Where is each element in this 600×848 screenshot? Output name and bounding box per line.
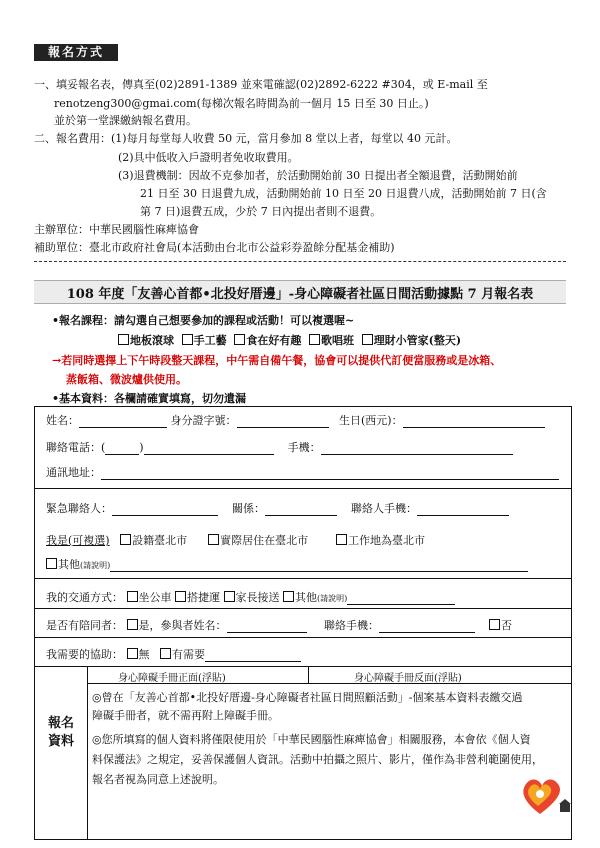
- basic-info-prompt: •基本資料：各欄請確實填寫，切勿遺漏: [52, 392, 247, 405]
- note-line-1: ◎曾在「友善心首都•北投好厝邊-身心障礙者社區日間照顧活動」-個案基本資料表繳交過: [92, 691, 523, 704]
- label-b: 資料: [48, 734, 75, 749]
- course-options: [118, 332, 461, 348]
- transport-other-field[interactable]: [347, 592, 455, 605]
- note-line-5: 報名者視為同意上述說明。: [92, 773, 224, 786]
- assist-option-2: 有需要: [172, 648, 205, 661]
- iam-option-1: 設籍臺北市: [132, 534, 188, 547]
- row-divider: [34, 578, 572, 579]
- phone-area-field[interactable]: [105, 442, 139, 455]
- row-divider: [34, 666, 572, 667]
- iam-other-field[interactable]: [110, 559, 528, 572]
- address-label: 通訊地址：: [46, 466, 101, 479]
- course-checkbox-2[interactable]: [182, 334, 193, 345]
- contact-mobile-label: 聯絡人手機：: [351, 502, 417, 515]
- method-line-1: 一、填妥報名表，傳真至(02)2891-1389 並來電確認(02)2892-6222 #304，或 E-mail 至: [34, 78, 488, 91]
- col-divider: [87, 666, 88, 840]
- companion-label: 是否有陪同者：: [46, 619, 123, 632]
- course-option-3: 食在好有趣: [246, 334, 302, 347]
- assist-checkbox-1[interactable]: [127, 648, 138, 659]
- note-line-4: 料保護法》之規定，妥善保護個人資訊。活動中拍攝之照片、影片，僅作為非營利範圍使用，: [92, 753, 543, 766]
- transport-checkbox-2[interactable]: [175, 591, 186, 602]
- iam-option-2: 實際居住在臺北市: [220, 534, 309, 547]
- transport-checkbox-4[interactable]: [283, 591, 294, 602]
- companion-row: [46, 617, 512, 633]
- fee-line-3: (3)退費機制：因故不克參加者，於活動開始前 30 日提出者全額退費，活動開始前: [118, 169, 518, 182]
- course-checkbox-3[interactable]: [234, 334, 245, 345]
- association-logo-icon: [516, 770, 576, 822]
- iam-label: 我是(可複選): [46, 534, 110, 547]
- col-divider: [308, 666, 309, 683]
- transport-label: 我的交通方式：: [46, 591, 123, 604]
- iam-other-row: [46, 556, 528, 572]
- course-option-2: 手工藝: [193, 334, 227, 347]
- birthday-label: 生日(西元)：: [339, 414, 403, 427]
- course-option-1: 地板滾球: [130, 334, 174, 347]
- contact-mobile-field[interactable]: [417, 503, 509, 516]
- note-line-3: ◎您所填寫的個人資料將僅限使用於「中華民國腦性麻痺協會」相關服務，本會依《個人資: [92, 733, 531, 746]
- emergency-label: 緊急聯絡人：: [46, 502, 112, 515]
- course-note-2: 蒸飯箱、微波爐供使用。: [66, 373, 187, 386]
- row-divider: [34, 608, 572, 609]
- mobile-label: 手機：: [287, 441, 321, 454]
- course-note-1: →若同時選擇上下午時段整天課程，中午需自備午餐，協會可以提供代訂便當服務或是冰箱、: [52, 354, 502, 367]
- phone-row: [46, 439, 513, 455]
- companion-no-label: 否: [500, 619, 512, 632]
- course-option-4: 歌唱班: [321, 334, 355, 347]
- label-a: 報名: [48, 716, 75, 731]
- course-checkbox-4[interactable]: [309, 334, 320, 345]
- birthday-field[interactable]: [403, 415, 545, 428]
- iam-option-3: 工作地為臺北市: [348, 534, 426, 547]
- iam-other-checkbox[interactable]: [46, 558, 57, 569]
- iam-other-hint: (請說明): [80, 561, 111, 570]
- address-row: [46, 464, 559, 480]
- assist-option-1: 無: [138, 648, 150, 661]
- phone-close: ): [139, 441, 144, 454]
- assist-label: 我需要的協助：: [46, 648, 123, 661]
- iam-checkbox-3[interactable]: [336, 534, 347, 545]
- emergency-row: [46, 500, 509, 516]
- id-label: 身分證字號：: [170, 414, 237, 427]
- companion-no-checkbox[interactable]: [489, 619, 500, 630]
- method-line-3: 並於第一堂課繳納報名費用。: [54, 114, 197, 127]
- transport-other-hint: (請說明): [317, 594, 348, 603]
- row-divider: [34, 488, 572, 489]
- address-field[interactable]: [101, 467, 559, 480]
- relation-label: 關係：: [232, 502, 265, 515]
- sponsor: 補助單位：臺北市政府社會局(本活動由台北市公益彩券盈餘分配基金補助): [34, 241, 395, 254]
- mobile-field[interactable]: [321, 442, 513, 455]
- companion-name-field[interactable]: [227, 620, 307, 633]
- method-line-2: renotzeng300@gmai.com(每梯次報名時間為前一個月 15 日至 30 日止。): [54, 97, 429, 110]
- card-front-label: 身心障礙手冊正面(浮貼): [118, 673, 226, 684]
- iam-checkbox-2[interactable]: [208, 534, 219, 545]
- fee-line-1: 二、報名費用：(1)每月每堂每人收費 50 元，當月參加 8 堂以上者，每堂以 40 元計。: [34, 132, 458, 145]
- companion-mobile-field[interactable]: [379, 620, 475, 633]
- course-checkbox-1[interactable]: [118, 334, 129, 345]
- card-back-label: 身心障礙手冊反面(浮貼): [354, 673, 462, 684]
- phone-field[interactable]: [144, 442, 274, 455]
- iam-checkbox-1[interactable]: [120, 534, 131, 545]
- fee-line-4: 21 日至 30 日退費九成，活動開始前 10 日至 20 日退費八成，活動開始前 7 日(含: [140, 187, 547, 200]
- section-header: 報名方式: [34, 44, 118, 61]
- course-option-5: 理財小管家(整天): [373, 334, 462, 347]
- companion-yes-checkbox[interactable]: [127, 619, 138, 630]
- assist-checkbox-2[interactable]: [160, 648, 171, 659]
- transport-option-3: 家長接送: [235, 591, 280, 604]
- transport-option-4: 其他: [295, 591, 317, 604]
- assist-field[interactable]: [205, 649, 301, 662]
- transport-row: [46, 589, 455, 605]
- organizer: 主辦單位：中華民國腦性麻痺協會: [34, 223, 199, 236]
- name-row: [46, 412, 545, 428]
- course-prompt: •報名課程：請勾選自己想要參加的課程或活動！可以複選喔~: [52, 314, 355, 327]
- fee-line-2: (2)具中低收入戶證明者免收取費用。: [118, 151, 299, 164]
- id-field[interactable]: [237, 415, 329, 428]
- companion-yes-label: 是，參與者姓名：: [138, 619, 227, 632]
- form-title: 108 年度「友善心首都•北投好厝邊」-身心障礙者社區日間活動據點 7 月報名表: [66, 287, 534, 302]
- companion-mobile-label: 聯絡手機：: [323, 619, 379, 632]
- relation-field[interactable]: [265, 503, 337, 516]
- iam-other-label: 其他: [58, 558, 80, 571]
- note-line-2: 障礙手冊者，就不需再附上障礙手冊。: [92, 709, 279, 722]
- phone-label: 聯絡電話：(: [46, 441, 106, 454]
- transport-checkbox-1[interactable]: [127, 591, 138, 602]
- assist-row: [46, 646, 301, 662]
- fee-line-5: 第 7 日)退費五成，少於 7 日內提出者則不退費。: [140, 205, 382, 218]
- emergency-field[interactable]: [112, 503, 218, 516]
- course-checkbox-5[interactable]: [362, 334, 373, 345]
- name-label: 姓名：: [46, 414, 79, 427]
- divider: [34, 261, 566, 262]
- transport-option-1: 坐公車: [138, 591, 172, 604]
- iam-row: [46, 532, 425, 548]
- transport-option-2: 搭捷運: [187, 591, 220, 604]
- row-divider: [34, 637, 572, 638]
- transport-checkbox-3[interactable]: [224, 591, 235, 602]
- name-field[interactable]: [79, 415, 167, 428]
